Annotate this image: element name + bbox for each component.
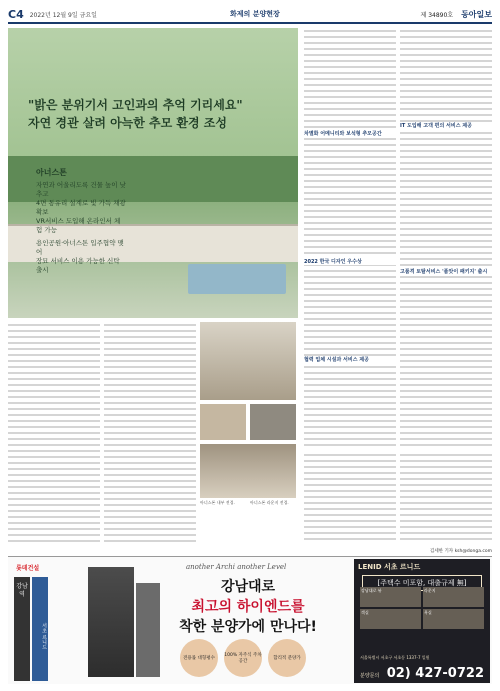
issue-date: 2022년 12월 9일 금요일 xyxy=(29,11,97,19)
advertiser-logo: 롯데건설 xyxy=(16,565,40,572)
section-title: 화제의 분양현장 xyxy=(230,10,280,18)
subhead-it-service: IT 도입해 고객 편의 서비스 제공 xyxy=(400,122,492,129)
address: 서울특별시 서초구 서초동 1337-7 일원 xyxy=(360,655,430,660)
article-column-6 xyxy=(400,452,492,544)
hero-image xyxy=(8,28,298,318)
subheadline-block: 아너스톤 자연과 어울리도록 건물 높이 낮추고 4면 통유리 설계로 빛 가득 채광 확보 VR서비스 도입해 온라인서 체험 가능 용인공원·아너스톤 입주협약 맺어 장묘 서비스 이용 가능한 신탁 출시 xyxy=(36,168,126,274)
subhead-package: 고품격 토탈서비스 '품앗이 패키지' 출시 xyxy=(400,268,492,275)
thumbnail: 욕실 xyxy=(423,609,484,629)
newspaper-logo: 동아일보 xyxy=(461,9,492,19)
ad-info-panel xyxy=(354,559,490,683)
thumbnail: 라운지 xyxy=(423,587,484,607)
article-column-4 xyxy=(104,322,196,544)
building-tower-image xyxy=(88,567,134,677)
ad-headline: 강남대로 최고의 하이엔드를 착한 분양가에 만나다! xyxy=(179,579,317,635)
issue-number: 제 34890호 xyxy=(420,11,454,19)
feature-bubble: 100% 자주식 주차공간 xyxy=(224,639,262,677)
subhead-amenity: 차별화 어메니티와 보석형 추모공간 xyxy=(304,130,396,137)
page-header xyxy=(8,6,492,24)
thumbnail: 강남대로 뷰 xyxy=(360,587,421,607)
byline: 김세한 기자 ksh@donga.com xyxy=(429,549,492,554)
reflecting-pool xyxy=(188,264,286,294)
building-tower-image-2 xyxy=(136,583,160,677)
phone-number: 02) 427-0722 xyxy=(386,666,484,681)
ad-tagline: another Archi another Level xyxy=(186,563,287,571)
page-number: C4 xyxy=(8,7,24,21)
subhead-design-award: 2022 한국 디자인 우수상 xyxy=(304,258,396,265)
interior-photo-1 xyxy=(200,322,296,400)
article-column-1 xyxy=(304,28,396,448)
feature-bubble: 합리적 분양가 xyxy=(268,639,306,677)
price-box: [주택수 미포함, 대출규제 無] xyxy=(362,575,482,591)
feature-bubble: 전용률 대형평수 xyxy=(180,639,218,677)
station-sign: 강남역 xyxy=(14,577,30,681)
article-column-2 xyxy=(400,28,492,448)
brand-name: LENID 서초 르니드 xyxy=(358,563,421,571)
feature-bubbles xyxy=(180,639,306,677)
article-column-3 xyxy=(8,322,100,544)
advertisement xyxy=(8,556,492,684)
subhead-partners: 협력 업체 시설과 서비스 제공 xyxy=(304,356,396,363)
phone-label: 분양문의 xyxy=(360,673,380,679)
building-sign: 서초 르니드 xyxy=(32,577,48,681)
thumbnail: 객실 xyxy=(360,609,421,629)
lounge-photo xyxy=(200,444,296,498)
interior-photo-3 xyxy=(250,404,296,440)
headline: "밝은 분위기서 고인과의 추억 기리세요" 자연 경관 살려 아늑한 추모 환경 조성 xyxy=(28,98,243,130)
photo-caption-2: 아너스톤 라운지 전경. xyxy=(250,500,289,505)
photo-caption-1: 아너스톤 내부 전경. xyxy=(200,500,235,505)
interior-photo-2 xyxy=(200,404,246,440)
article-column-5 xyxy=(304,452,396,544)
